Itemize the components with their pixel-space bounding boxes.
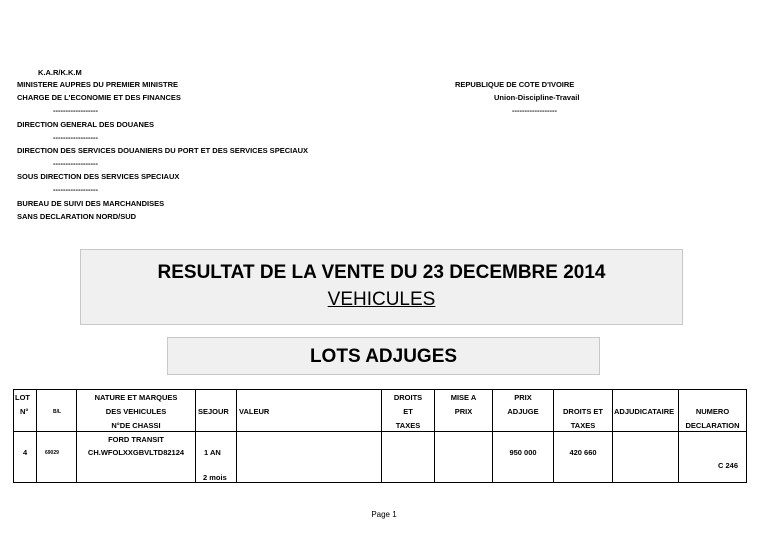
header-droits2-2: TAXES xyxy=(570,421,596,430)
header-line-kar: K.A.R/K.K.M xyxy=(38,68,82,77)
cell-numero xyxy=(679,432,747,483)
header-cell-lot xyxy=(14,390,37,432)
cell-lot xyxy=(14,432,37,483)
row-sejour-2: 2 mois xyxy=(203,473,227,482)
header-adjudicataire: ADJUDICATAIRE xyxy=(614,407,675,416)
header-separator: ------------------ xyxy=(53,185,98,194)
header-numero-1: NUMERO xyxy=(695,407,730,416)
header-droits-3: TAXES xyxy=(395,421,421,430)
header-droits-1: DROITS xyxy=(393,393,423,402)
header-droits2-1: DROITS ET xyxy=(562,407,603,416)
header-nature-2: DES VEHICULES xyxy=(105,407,167,416)
header-line-direction-services: DIRECTION DES SERVICES DOUANIERS DU PORT ET DES SERVICES SPECIAUX xyxy=(17,146,309,155)
header-bl: B/L xyxy=(53,409,62,415)
row-prix-adjuge: 950 000 xyxy=(509,448,537,457)
cell-mise-a-prix xyxy=(435,432,493,483)
header-cell-nature xyxy=(77,390,196,432)
header-line-sous-direction: SOUS DIRECTION DES SERVICES SPECIAUX xyxy=(17,172,180,181)
header-separator: ------------------ xyxy=(53,106,98,115)
header-sejour: SEJOUR xyxy=(198,407,229,416)
title-box xyxy=(80,249,683,325)
header-line-bureau: BUREAU DE SUIVI DES MARCHANDISES xyxy=(17,199,165,208)
row-sejour-1: 1 AN xyxy=(204,448,221,457)
cell-bl xyxy=(37,432,77,483)
header-lot-label: LOT xyxy=(15,393,30,402)
row-lot: 4 xyxy=(23,448,28,457)
header-numero-2: DECLARATION xyxy=(685,421,740,430)
page-subtitle: VEHICULES xyxy=(327,289,436,310)
header-republique: REPUBLIQUE DE COTE D'IVOIRE xyxy=(455,80,575,89)
header-mise-2: PRIX xyxy=(454,407,473,416)
row-nature-1: FORD TRANSIT xyxy=(108,435,164,444)
section-title-box xyxy=(167,337,600,375)
header-nature-3: N°DE CHASSI xyxy=(111,421,161,430)
header-prix-1: PRIX xyxy=(514,393,532,402)
header-cell-droits-taxes xyxy=(554,390,613,432)
cell-sejour xyxy=(196,432,237,483)
header-droits-2: ET xyxy=(403,407,413,416)
cell-adjudicataire xyxy=(613,432,679,483)
header-separator: ------------------ xyxy=(53,133,98,142)
header-line-ministere: MINISTERE AUPRES DU PREMIER MINISTRE xyxy=(17,80,178,89)
cell-droits xyxy=(382,432,435,483)
row-bl: 69029 xyxy=(45,450,59,456)
lots-table xyxy=(13,389,747,483)
cell-nature xyxy=(77,432,196,483)
header-separator: ------------------ xyxy=(53,159,98,168)
row-droits-taxes: 420 660 xyxy=(569,448,597,457)
header-cell-prix-adjuge xyxy=(493,390,554,432)
header-lot-number: N° xyxy=(20,407,29,416)
header-valeur: VALEUR xyxy=(239,407,270,416)
header-line-sans-declaration: SANS DECLARATION NORD/SUD xyxy=(17,212,137,221)
table-header-row xyxy=(14,390,747,432)
header-cell-adjudicataire xyxy=(613,390,679,432)
header-cell-mise-a-prix xyxy=(435,390,493,432)
header-cell-bl xyxy=(37,390,77,432)
header-cell-numero xyxy=(679,390,747,432)
header-separator: ------------------ xyxy=(512,106,557,115)
header-cell-valeur xyxy=(237,390,382,432)
header-prix-2: ADJUGE xyxy=(507,407,539,416)
section-title: LOTS ADJUGES xyxy=(309,346,458,367)
page-number: Page 1 xyxy=(371,510,397,519)
cell-valeur xyxy=(237,432,382,483)
header-devise: Union-Discipline-Travail xyxy=(494,93,580,102)
cell-prix-adjuge xyxy=(493,432,554,483)
header-cell-droits xyxy=(382,390,435,432)
page-title: RESULTAT DE LA VENTE DU 23 DECEMBRE 2014 xyxy=(157,262,606,283)
header-mise-1: MISE A xyxy=(450,393,477,402)
cell-droits-taxes xyxy=(554,432,613,483)
row-numero-declaration: C 246 xyxy=(717,461,738,470)
header-line-charge: CHARGE DE L'ECONOMIE ET DES FINANCES xyxy=(17,93,181,102)
header-line-direction-generale: DIRECTION GENERAL DES DOUANES xyxy=(17,120,154,129)
header-cell-sejour xyxy=(196,390,237,432)
row-nature-2: CH.WFOLXXGBVLTD82124 xyxy=(87,448,185,457)
header-nature-1: NATURE ET MARQUES xyxy=(94,393,178,402)
table-row xyxy=(14,432,747,483)
